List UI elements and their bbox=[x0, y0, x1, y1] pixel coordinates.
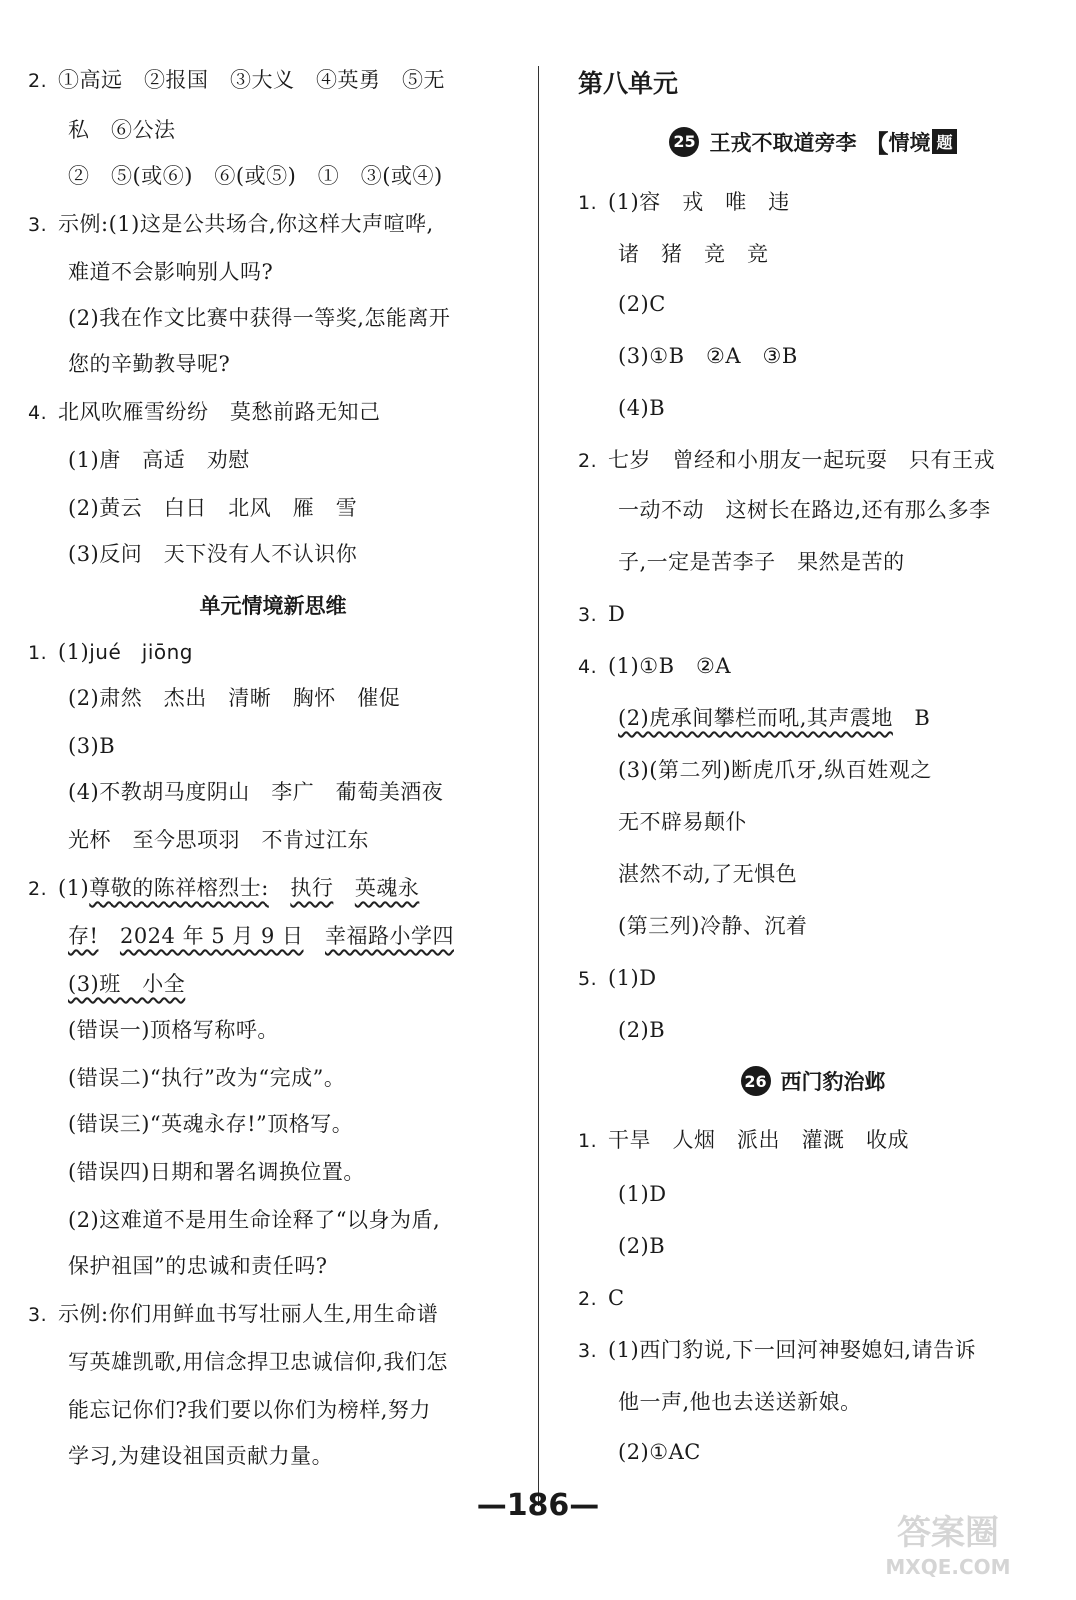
wavy-underline: 幸福路小学四 bbox=[325, 924, 454, 948]
lesson-heading bbox=[578, 1066, 1048, 1096]
answer-line: 2. ①高远 ②报国 ③大义 ④英勇 ⑤无 bbox=[28, 68, 445, 92]
answer-line: (2)①AC bbox=[618, 1440, 701, 1464]
scenario-badge: 【 情境 题 bbox=[864, 124, 956, 159]
answer-line: (错误三)“英魂永存!”顶格写。 bbox=[68, 1112, 354, 1136]
answer-line: (2)C bbox=[618, 292, 666, 316]
lesson-heading bbox=[578, 124, 1048, 159]
answer-line: 学习,为建设祖国贡献力量。 bbox=[68, 1444, 334, 1468]
answer-line: ② ⑤(或⑥) ⑥(或⑤) ① ③(或④) bbox=[68, 164, 443, 188]
column-divider bbox=[538, 66, 539, 1506]
answer-line: 2. (1)尊敬的陈祥榕烈士: 执行 英魂永 bbox=[28, 876, 420, 900]
answer-line: (2)黄云 白日 北风 雁 雪 bbox=[68, 496, 358, 520]
answer-line: (2)这难道不是用生命诠释了“以身为盾, bbox=[68, 1208, 441, 1232]
answer-line: 私 ⑥公法 bbox=[68, 118, 176, 142]
answer-line: (3)①B ②A ③B bbox=[618, 344, 798, 368]
lesson-number-badge: 26 bbox=[741, 1066, 771, 1096]
lesson-title: 西门豹治邺 bbox=[780, 1070, 886, 1094]
answer-line: 难道不会影响别人吗? bbox=[68, 260, 274, 284]
answer-line: 4. (1)①B ②A bbox=[578, 654, 731, 678]
watermark-logo-icon bbox=[848, 1502, 1048, 1582]
answer-line: (2)B bbox=[618, 1018, 666, 1042]
wavy-underline: 尊敬的陈祥榕烈士: bbox=[89, 876, 269, 900]
watermark-line1: 答案圈 bbox=[897, 1513, 999, 1553]
unit-title: 第八单元 bbox=[578, 69, 679, 98]
answer-line: (错误四)日期和署名调换位置。 bbox=[68, 1160, 365, 1184]
page-number: —186— bbox=[476, 1488, 600, 1523]
answer-line: (2)虎承间攀栏而吼,其声震地 B bbox=[618, 706, 931, 730]
answer-line: (错误一)顶格写称呼。 bbox=[68, 1018, 279, 1042]
wavy-underline: 存! bbox=[68, 924, 99, 948]
answer-line: 一动不动 这树长在路边,还有那么多李 bbox=[618, 498, 991, 522]
answer-line: (3)B bbox=[68, 734, 116, 758]
answer-line: (1)D bbox=[618, 1182, 667, 1206]
answer-line: 光杯 至今思项羽 不肯过江东 bbox=[68, 828, 369, 852]
answer-line: 3. 示例:你们用鲜血书写壮丽人生,用生命谱 bbox=[28, 1302, 439, 1326]
wavy-underline: (2)虎承间攀栏而吼,其声震地 bbox=[618, 706, 893, 730]
answer-line bbox=[28, 970, 185, 998]
answer-line: (错误二)“执行”改为“完成”。 bbox=[68, 1066, 346, 1090]
answer-line: (2)B bbox=[618, 1234, 666, 1258]
answer-line: (2)我在作文比赛中获得一等奖,怎能离开 bbox=[68, 306, 451, 330]
answer-line: 无不辟易颠仆 bbox=[618, 810, 747, 834]
wavy-underline: 2024 年 5 月 9 日 bbox=[119, 924, 304, 948]
answer-line: 3. (1)西门豹说,下一回河神娶媳妇,请告诉 bbox=[578, 1338, 977, 1362]
answer-line: (2)肃然 杰出 清晰 胸怀 催促 bbox=[68, 686, 401, 710]
wavy-underline: 英魂永 bbox=[354, 876, 420, 900]
answer-line: 3. D bbox=[578, 602, 626, 626]
lesson-number-badge: 25 bbox=[669, 127, 699, 157]
wavy-underline: (3)班 小全 bbox=[68, 972, 186, 996]
answer-line bbox=[28, 922, 454, 950]
answer-line: (第三列)冷静、沉着 bbox=[618, 914, 808, 938]
answer-line: (1)唐 高适 劝慰 bbox=[68, 448, 250, 472]
answer-line: (3)反问 天下没有人不认识你 bbox=[68, 542, 358, 566]
lesson-title: 王戎不取道旁李 bbox=[709, 130, 857, 155]
answer-line: 他一声,他也去送送新娘。 bbox=[618, 1390, 862, 1414]
answer-line: 2. C bbox=[578, 1286, 625, 1310]
answer-line: 子,一定是苦李子 果然是苦的 bbox=[618, 550, 905, 574]
watermark bbox=[848, 1502, 1048, 1582]
answer-line: (4)不教胡马度阴山 李广 葡萄美酒夜 bbox=[68, 780, 444, 804]
pinyin: jué jiōng bbox=[89, 640, 194, 664]
answer-line: 5. (1)D bbox=[578, 966, 657, 990]
watermark-line2: MXQE.COM bbox=[885, 1555, 1011, 1579]
answer-line: (3)(第二列)断虎爪牙,纵百姓观之 bbox=[618, 758, 932, 782]
answer-line: 1. (1)容 戎 唯 违 bbox=[578, 190, 790, 214]
answer-line: 3. 示例:(1)这是公共场合,你这样大声喧哗, bbox=[28, 212, 434, 236]
answer-line: 您的辛勤教导呢? bbox=[68, 352, 231, 376]
answer-line: 4. 北风吹雁雪纷纷 莫愁前路无知己 bbox=[28, 400, 381, 424]
answer-line: (4)B bbox=[618, 396, 666, 420]
answer-line: 保护祖国”的忠诚和责任吗? bbox=[68, 1254, 328, 1278]
wavy-underline: 执行 bbox=[290, 876, 334, 900]
answer-line: 湛然不动,了无惧色 bbox=[618, 862, 798, 886]
answer-line: 1. (1)jué jiōng bbox=[28, 640, 194, 664]
section-title: 单元情境新思维 bbox=[199, 594, 347, 618]
answer-line: 能忘记你们?我们要以你们为榜样,努力 bbox=[68, 1398, 431, 1422]
answer-line: 诸 猪 竞 竞 bbox=[618, 242, 769, 266]
answer-line: 1. 干旱 人烟 派出 灌溉 收成 bbox=[578, 1128, 909, 1152]
answer-line: 写英雄凯歌,用信念捍卫忠诚信仰,我们怎 bbox=[68, 1350, 448, 1374]
answer-line: 2. 七岁 曾经和小朋友一起玩耍 只有王戎 bbox=[578, 448, 995, 472]
